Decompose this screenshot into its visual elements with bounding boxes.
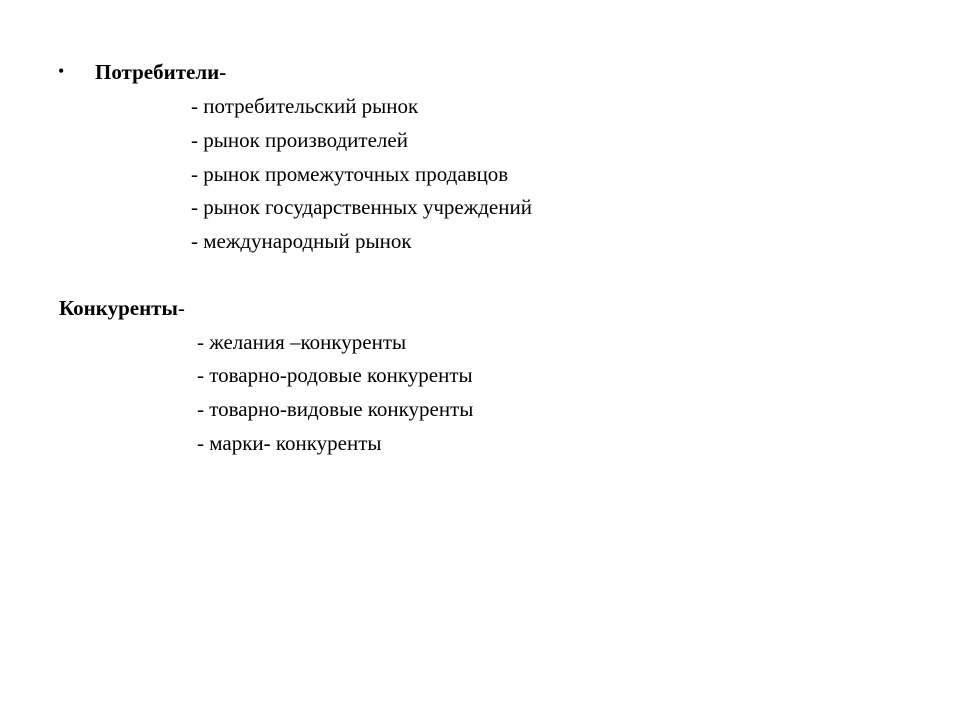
competitors-heading-line	[59, 298, 185, 319]
consumers-item: - рынок промежуточных продавцов	[191, 162, 509, 186]
consumers-item: - рынок государственных учреждений	[191, 195, 532, 219]
consumers-heading: Потребители-	[95, 60, 227, 84]
consumers-item: - международный рынок	[191, 229, 412, 253]
consumers-item: - рынок производителей	[191, 128, 408, 152]
competitors-item: - марки- конкуренты	[197, 431, 382, 455]
competitors-item: - товарно-родовые конкуренты	[197, 363, 473, 387]
bullet-icon: •	[58, 61, 65, 81]
competitors-item: - желания –конкуренты	[197, 330, 407, 354]
competitors-item: - товарно-видовые конкуренты	[197, 397, 474, 421]
competitors-heading: Конкуренты	[59, 296, 178, 320]
consumers-item: - потребительский рынок	[191, 94, 419, 118]
competitors-heading-suffix: -	[177, 296, 185, 320]
